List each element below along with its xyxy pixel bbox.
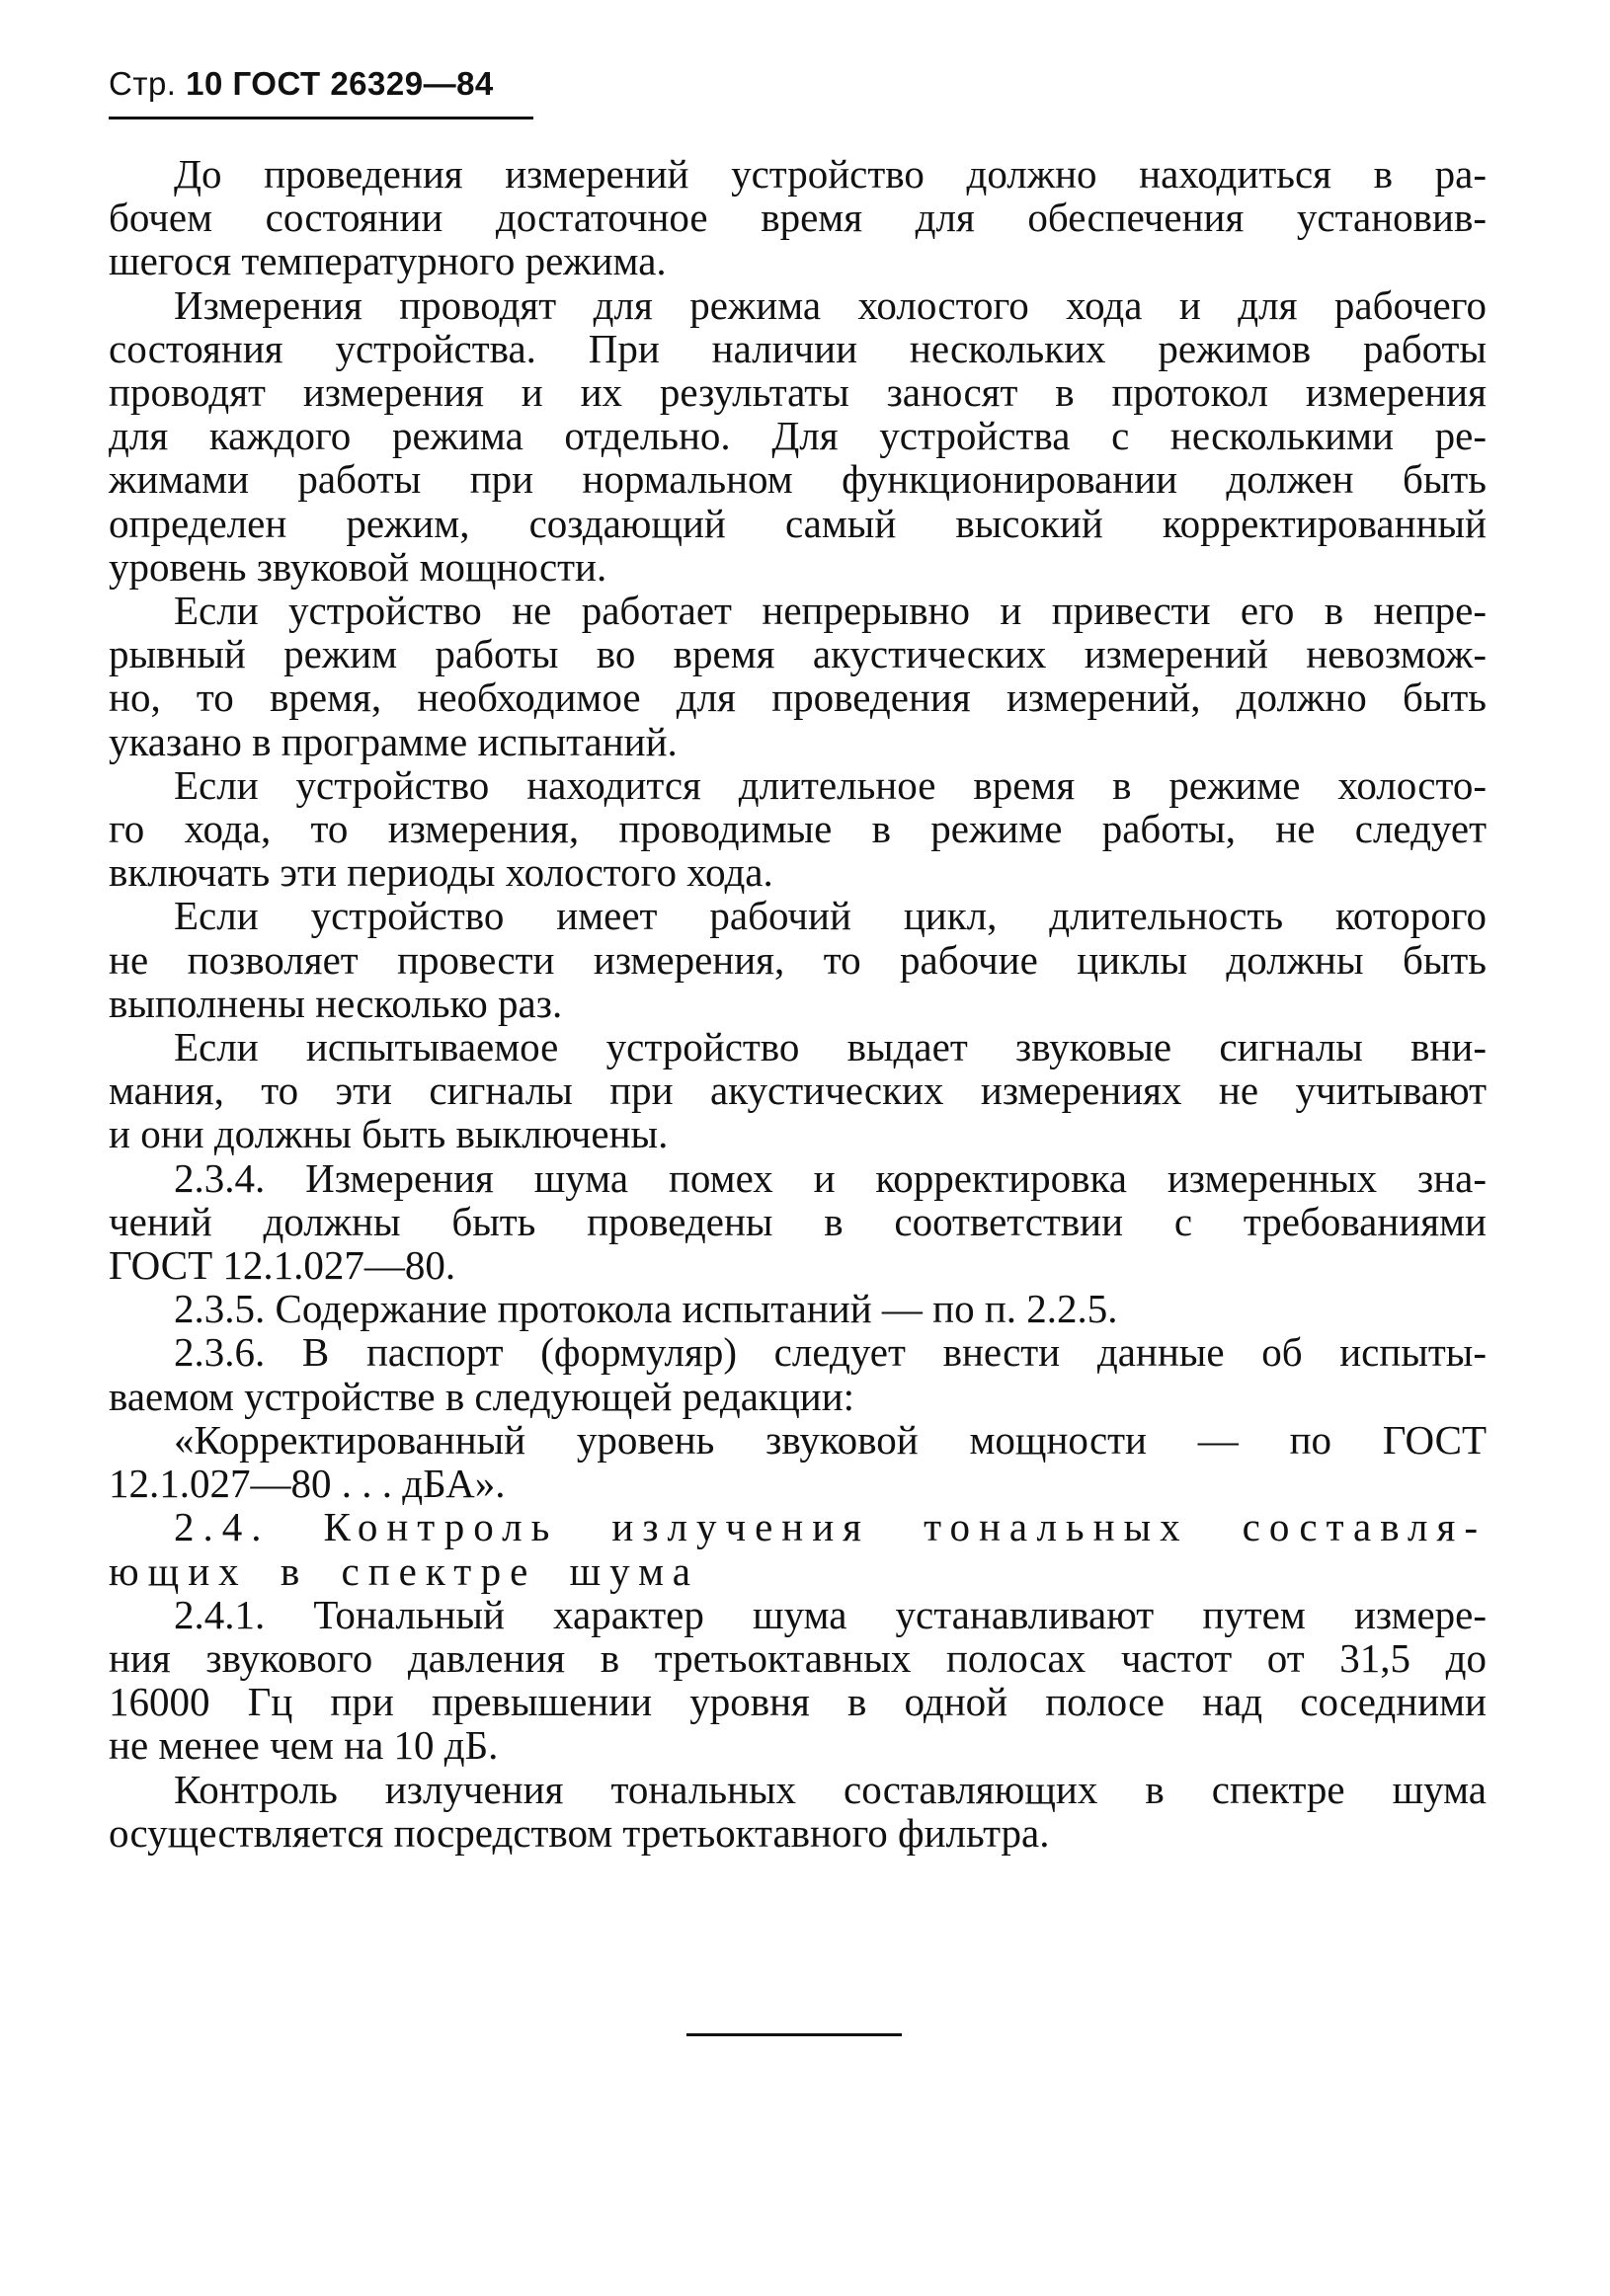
text-line: включать эти периоды холостого хода. (109, 849, 773, 896)
text-line: 2.4.1. Тональный характер шума устанавливают путем измере- (174, 1591, 1487, 1637)
standard-name: ГОСТ (232, 65, 321, 102)
text-line: Если устройство находится длительное время в режиме холосто- (174, 761, 1487, 808)
paragraph (109, 1330, 1487, 1417)
header-rule (109, 117, 533, 119)
text-line: ния звукового давления в третьоктавных полосах частот от 31,5 до (109, 1634, 1487, 1681)
text-line: состояния устройства. При наличии нескольких режимов работы (109, 325, 1487, 371)
text-line: Если устройство имеет рабочий цикл, длительность которого (174, 893, 1487, 939)
text-line: ГОСТ 12.1.027—80. (109, 1242, 456, 1289)
text-line: 2.3.6. В паспорт (формуляр) следует внести данные об испыты- (174, 1329, 1487, 1376)
paragraph (109, 1768, 1487, 1855)
text-line: ваемом устройстве в следующей редакции: (109, 1373, 855, 1419)
text-line: Если испытываемое устройство выдает звуковые сигналы вни- (174, 1024, 1487, 1070)
text-line: 2.3.4. Измерения шума помех и корректировка измеренных зна- (174, 1154, 1487, 1201)
text-line: шегося температурного режима. (109, 238, 667, 284)
paragraph (109, 1287, 1487, 1330)
section-heading (109, 1505, 1487, 1592)
text-line: жимами работы при нормальном функционировании должен быть (109, 456, 1487, 503)
text-line: указано в программе испытаний. (109, 718, 678, 764)
end-rule (686, 2033, 902, 2036)
text-line: бочем состоянии достаточное время для обеспечения установив- (109, 195, 1487, 241)
text-line: выполнены несколько раз. (109, 980, 563, 1026)
page-header (109, 65, 494, 103)
text-line: ющих в спектре шума (109, 1547, 699, 1594)
paragraph (109, 1418, 1487, 1505)
text-line: До проведения измерений устройство должно находиться в ра- (174, 151, 1487, 197)
page-label: Стр. (109, 65, 177, 102)
paragraph (109, 152, 1487, 283)
paragraph (109, 763, 1487, 895)
text-line: Измерения проводят для режима холостого хода и для рабочего (174, 281, 1487, 328)
document-body (109, 152, 1487, 1855)
text-line: 16000 Гц при превышении уровня в одной полосе над соседними (109, 1679, 1487, 1725)
text-line: чений должны быть проведены в соответствии с требованиями (109, 1198, 1487, 1244)
paragraph (109, 283, 1487, 589)
text-line: «Корректированный уровень звуковой мощности — по ГОСТ (174, 1416, 1487, 1463)
text-line: уровень звуковой мощности. (109, 543, 607, 590)
text-line: Если устройство не работает непрерывно и привести его в непре- (174, 588, 1487, 634)
text-line: определен режим, создающий самый высокий корректированный (109, 500, 1487, 546)
paragraph (109, 1025, 1487, 1156)
text-line: проводят измерения и их результаты заносят в протокол измерения (109, 369, 1487, 416)
text-line: 2.4. Контроль излучения тональных составля- (174, 1504, 1487, 1550)
text-line: рывный режим работы во время акустических измерений невозмож- (109, 631, 1487, 677)
text-line: 12.1.027—80 . . . дБА». (109, 1461, 506, 1507)
text-line: го хода, то измерения, проводимые в режиме работы, не следует (109, 806, 1487, 852)
paragraph (109, 1156, 1487, 1288)
text-line: Контроль излучения тональных составляющих в спектре шума (174, 1766, 1487, 1812)
text-line: не менее чем на 10 дБ. (109, 1722, 499, 1769)
text-line: и они должны быть выключены. (109, 1111, 669, 1157)
paragraph (109, 1593, 1487, 1768)
paragraph (109, 894, 1487, 1025)
text-line: для каждого режима отдельно. Для устройства с несколькими ре- (109, 413, 1487, 459)
text-line: но, то время, необходимое для проведения измерений, должно быть (109, 674, 1487, 721)
page-number: 10 (186, 65, 223, 102)
paragraph (109, 589, 1487, 763)
text-line: осуществляется посредством третьоктавного фильтра. (109, 1809, 1050, 1856)
text-line: 2.3.5. Содержание протокола испытаний — по п. 2.2.5. (174, 1286, 1118, 1332)
text-line: не позволяет провести измерения, то рабочие циклы должны быть (109, 936, 1487, 983)
text-line: мания, то эти сигналы при акустических измерениях не учитывают (109, 1068, 1487, 1114)
standard-number: 26329—84 (330, 65, 494, 102)
